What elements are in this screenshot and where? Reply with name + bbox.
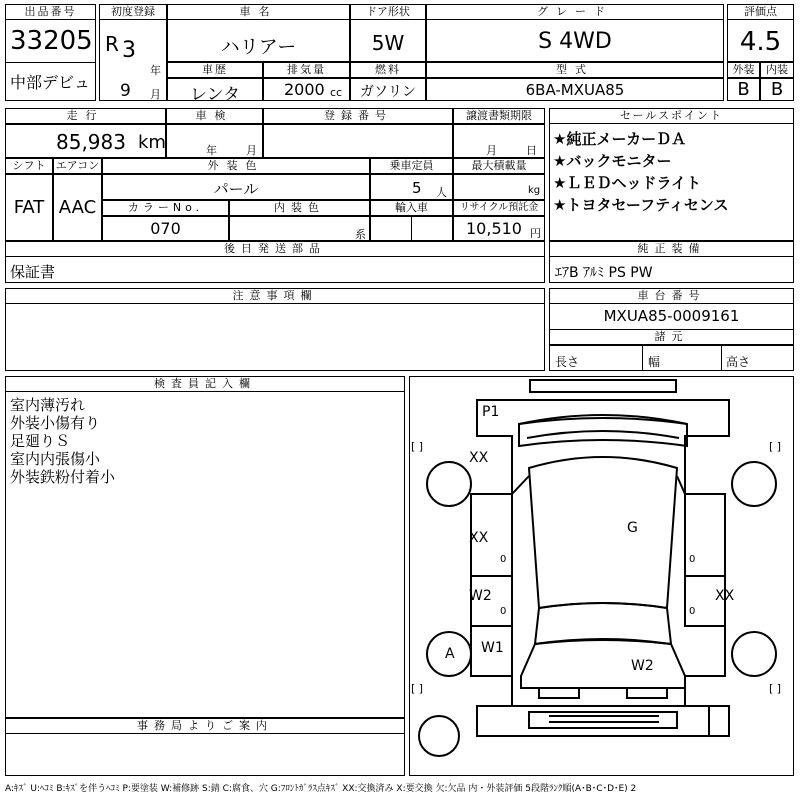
int-color-label: 内装色	[229, 200, 370, 216]
vehicle-diagram	[409, 376, 794, 776]
import-cell-b	[411, 216, 453, 241]
mark-xx-left-rear-door: XX	[469, 530, 489, 546]
plate-label: 登録番号	[263, 108, 453, 124]
recycle-unit: 円	[530, 227, 541, 240]
zero-mark: 0	[500, 554, 507, 565]
exterior-grade: B	[737, 79, 750, 100]
transfer-label: 譲渡書類期限	[453, 108, 545, 124]
car-name: ハリアー	[220, 36, 297, 58]
spare-tire	[419, 716, 459, 756]
tire-rear-right	[732, 462, 776, 506]
mileage: 85,983	[56, 130, 126, 154]
ac-label: エアコン	[53, 158, 102, 174]
bracket-rl: [ ]	[411, 440, 424, 453]
model-label: 型式	[426, 62, 724, 78]
specs-length: 長さ	[555, 355, 580, 369]
score: 4.5	[739, 27, 782, 57]
inspector-remarks	[10, 396, 115, 486]
transfer-month: 月	[486, 144, 497, 157]
era: R	[105, 32, 119, 56]
mark-p1: P1	[482, 404, 500, 420]
tire-rear-left	[427, 462, 471, 506]
cabin-shape	[529, 457, 677, 608]
lot-label: 出品番号	[5, 4, 96, 20]
remark-line: 外装小傷有り	[10, 414, 101, 432]
int-color-suffix: 系	[355, 228, 366, 241]
mark-g: G	[627, 520, 638, 536]
venue: 中部デビュ	[10, 73, 91, 92]
genuine-label: 純正装備	[549, 241, 794, 257]
specs-height: 高さ	[726, 355, 751, 369]
sales-item: ★バックモニター	[553, 152, 672, 170]
mark-a: A	[445, 646, 455, 662]
specs-label: 諸元	[549, 329, 794, 345]
specs-width: 幅	[648, 355, 661, 369]
import-cell-a	[370, 216, 412, 241]
color-no-label: カラーNo.	[102, 200, 229, 216]
bracket-fr: [ ]	[769, 682, 782, 695]
chassis-number: MXUA85-0009161	[603, 307, 740, 325]
sales-item: ★純正メーカーＤＡ	[553, 130, 687, 148]
history: レンタ	[190, 85, 240, 105]
sales-item: ★ＬＥＤヘッドライト	[553, 174, 701, 192]
chassis-label: 車台番号	[549, 288, 794, 304]
month-number: 9	[120, 81, 131, 101]
import-label: 輸入車	[370, 200, 453, 216]
door-type: 5W	[371, 31, 405, 55]
displacement: 2000	[284, 80, 325, 99]
score-label: 評価点	[727, 4, 794, 20]
genuine-value: ｴｱB ｱﾙﾐ PS PW	[555, 265, 653, 281]
seats-unit: 人	[436, 186, 447, 199]
door-label: ドア形状	[350, 4, 426, 20]
ac: AAC	[58, 197, 97, 218]
front-bumper-shape	[529, 712, 677, 728]
history-label: 車歴	[167, 62, 263, 78]
load-label: 最大積載量	[453, 158, 545, 174]
seats-label: 乗車定員	[370, 158, 453, 174]
year-unit: 年	[150, 64, 161, 77]
inspection-month-unit: 月	[246, 144, 257, 157]
seats: 5	[412, 179, 422, 197]
grade-label: グレード	[426, 4, 724, 20]
windshield-shape	[535, 603, 671, 644]
later-parts-value: 保証書	[10, 263, 56, 281]
remark-line: 室内内張傷小	[10, 450, 101, 468]
mileage-label: 走行	[5, 108, 166, 124]
first-reg-label: 初度登録	[99, 4, 167, 20]
inspection-year-unit: 年	[206, 144, 217, 157]
mark-xx-rear-left: XX	[469, 450, 489, 466]
color: パール	[213, 180, 259, 198]
model-code: 6BA-MXUA85	[525, 81, 625, 99]
bracket-rr: [ ]	[769, 440, 782, 453]
tire-front-right	[732, 632, 776, 676]
zero-mark: 0	[689, 606, 696, 617]
legend: A:ｷｽﾞ U:ﾍｺﾐ B:ｷｽﾞを伴うﾍｺﾐ P:要塗装 W:補修跡 S:錆 C:腐食、穴 G:ﾌﾛﾝﾄｶﾞﾗｽ点ｷｽﾞ XX:交換済み X:要交換 欠:欠品 内・外装評価 5段階ﾗﾝｸ順(A･B･C･D･E) 2	[5, 784, 637, 794]
recycle: 10,510	[466, 219, 522, 238]
load-unit: kg	[528, 185, 541, 196]
bracket-fl: [ ]	[411, 682, 424, 695]
recycle-label: リサイクル預託金	[453, 200, 545, 216]
color-label: 外装色	[102, 158, 370, 174]
mark-w2-hood: W2	[631, 658, 654, 674]
remark-line: 足廻りＳ	[10, 432, 71, 450]
interior-label: 内装	[760, 62, 794, 78]
remark-line: 室内薄汚れ	[10, 396, 86, 414]
remark-line: 外装鉄粉付着小	[10, 468, 116, 486]
shift: FAT	[13, 197, 45, 218]
car-name-label: 車名	[167, 4, 350, 20]
color-no: 070	[150, 219, 181, 238]
displacement-label: 排気量	[263, 62, 350, 78]
zero-mark: 0	[689, 554, 696, 565]
sales-list	[553, 128, 728, 216]
mark-xx-right: XX	[715, 588, 735, 604]
exterior-label: 外装	[727, 62, 760, 78]
interior-grade: B	[770, 79, 784, 100]
lot-number: 33205	[10, 26, 93, 56]
mark-w2-left-front-door: W2	[469, 588, 492, 604]
rear-spoiler-shape	[530, 380, 676, 392]
later-parts-label: 後日発送部品	[5, 241, 545, 257]
mileage-unit: km	[138, 132, 166, 153]
displacement-unit: cc	[330, 86, 343, 99]
shift-label: シフト	[5, 158, 53, 174]
plate-cell	[263, 124, 453, 158]
fuel-label: 燃料	[350, 62, 426, 78]
fuel: ガソリン	[360, 84, 416, 100]
body-outline-shape	[471, 400, 729, 736]
inspector-label: 検査員記入欄	[5, 376, 405, 392]
notes-label: 注意事項欄	[5, 288, 545, 304]
transfer-day: 日	[526, 144, 537, 157]
sales-label: セールスポイント	[549, 108, 794, 124]
sales-item: ★トヨタセーフティセンス	[553, 196, 729, 214]
year-number: 3	[122, 38, 136, 63]
office-label: 事務局よりご案内	[5, 718, 405, 734]
int-color-cell	[229, 216, 370, 241]
inspection-label: 車検	[166, 108, 263, 124]
mark-w1: W1	[481, 640, 504, 656]
grade: S 4WD	[538, 29, 612, 54]
zero-mark: 0	[500, 606, 507, 617]
month-unit: 月	[150, 88, 161, 101]
